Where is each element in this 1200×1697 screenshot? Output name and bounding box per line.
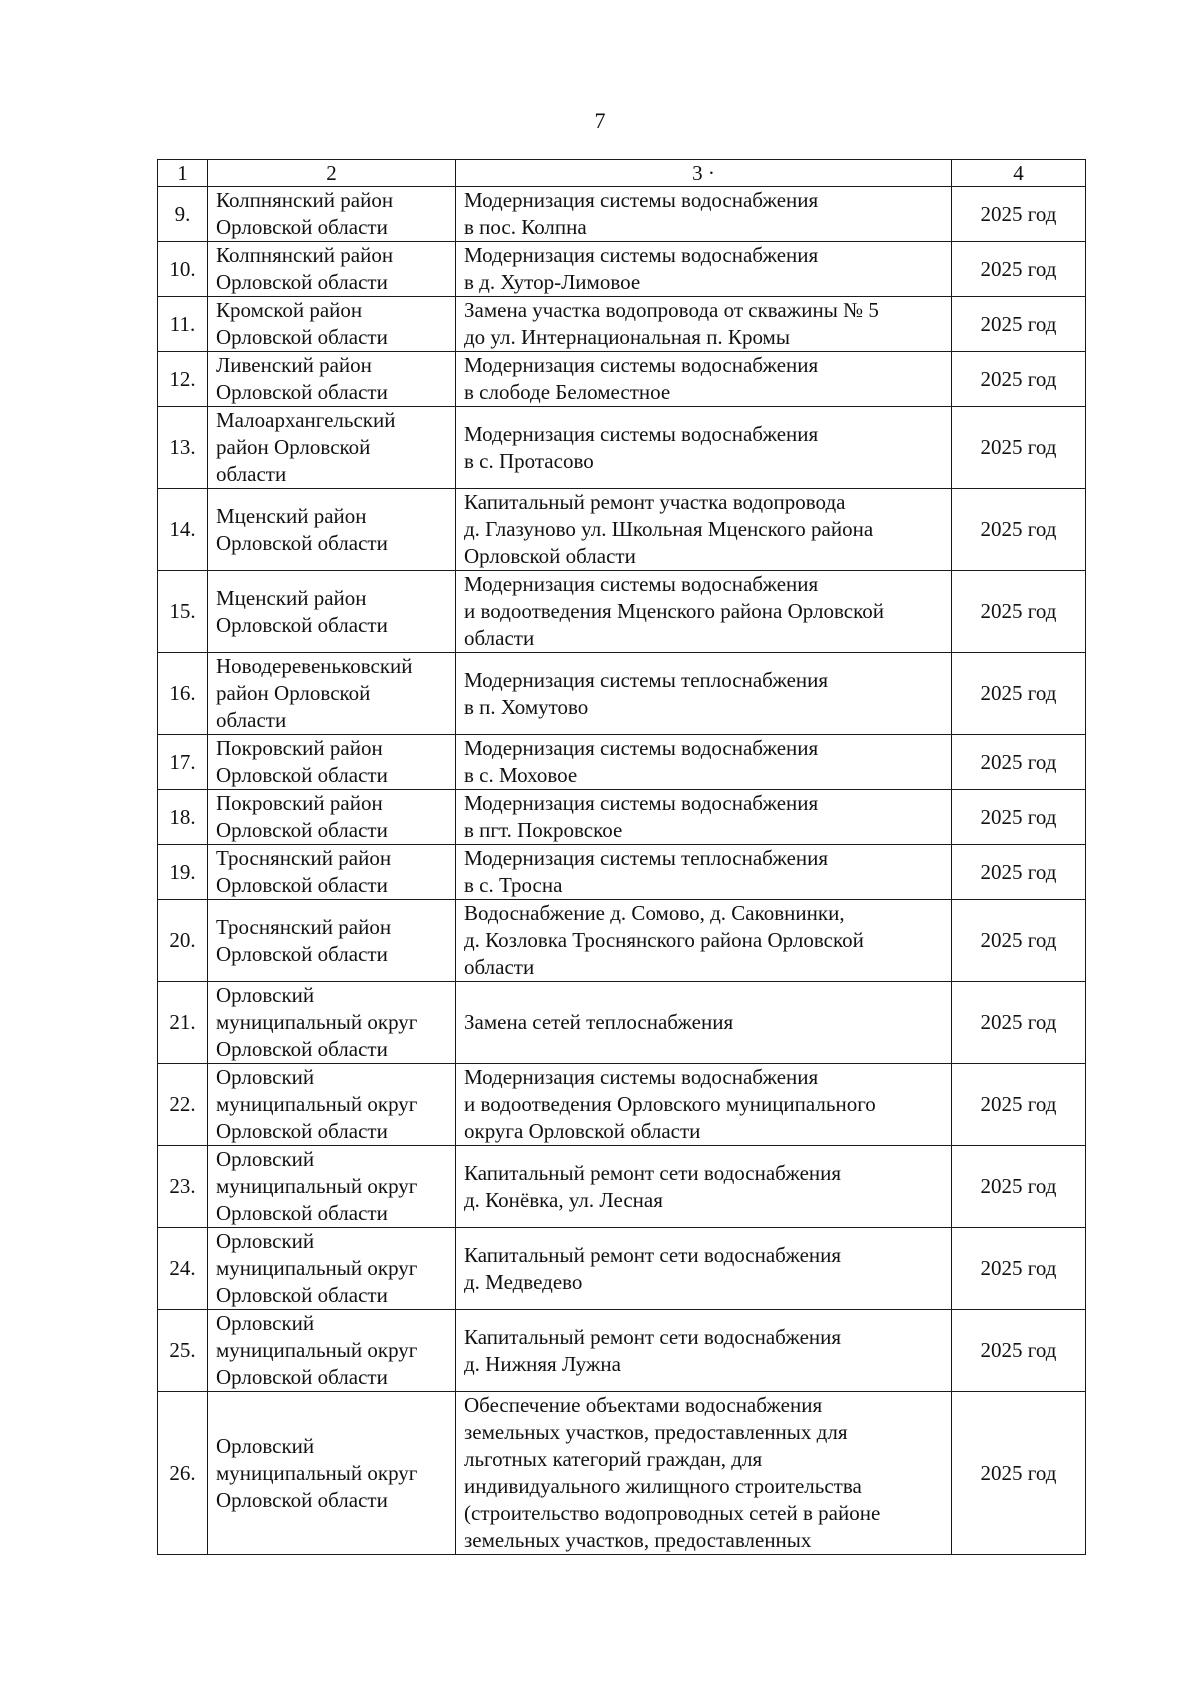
- row-number-cell: 11.: [158, 297, 208, 352]
- description-cell: Капитальный ремонт сети водоснабжения д. Нижняя Лужна: [456, 1310, 952, 1392]
- description-cell: Модернизация системы водоснабжения и водоотведения Орловского муниципального округа Орловской области: [456, 1064, 952, 1146]
- row-number-cell: 25.: [158, 1310, 208, 1392]
- period-cell: 2025 год: [952, 407, 1086, 489]
- column-header-2: 2: [208, 160, 456, 187]
- district-cell: Покровский район Орловской области: [208, 790, 456, 845]
- district-cell: Ливенский район Орловской области: [208, 352, 456, 407]
- table-row: [158, 1146, 1086, 1228]
- table-row: [158, 1392, 1086, 1555]
- page-number: 7: [594, 108, 606, 133]
- period-cell: 2025 год: [952, 187, 1086, 242]
- row-number-cell: 13.: [158, 407, 208, 489]
- district-cell: Орловский муниципальный округ Орловской области: [208, 982, 456, 1064]
- table-row: [158, 982, 1086, 1064]
- period-cell: 2025 год: [952, 982, 1086, 1064]
- column-header-1: 1: [158, 160, 208, 187]
- period-cell: 2025 год: [952, 735, 1086, 790]
- row-number-cell: 24.: [158, 1228, 208, 1310]
- period-cell: 2025 год: [952, 790, 1086, 845]
- description-cell: Обеспечение объектами водоснабжения земельных участков, предоставленных для льготных категорий граждан, для индивидуального жилищного строительства (строительство водопроводных сетей в районе земельных участков, предоставленных: [456, 1392, 952, 1555]
- row-number-cell: 10.: [158, 242, 208, 297]
- description-cell: Модернизация системы водоснабжения в пгт. Покровское: [456, 790, 952, 845]
- table-row: [158, 653, 1086, 735]
- column-header-3: 3 ·: [456, 160, 952, 187]
- row-number-cell: 17.: [158, 735, 208, 790]
- district-cell: Колпнянский район Орловской области: [208, 187, 456, 242]
- row-number-cell: 22.: [158, 1064, 208, 1146]
- description-cell: Модернизация системы водоснабжения в с. Протасово: [456, 407, 952, 489]
- district-cell: Мценский район Орловской области: [208, 571, 456, 653]
- period-cell: 2025 год: [952, 900, 1086, 982]
- column-number-row: [158, 160, 1086, 187]
- table-row: [158, 790, 1086, 845]
- table-row: [158, 297, 1086, 352]
- district-cell: Орловский муниципальный округ Орловской области: [208, 1392, 456, 1555]
- table-body: [158, 187, 1086, 1555]
- description-cell: Замена участка водопровода от скважины № 5 до ул. Интернациональная п. Кромы: [456, 297, 952, 352]
- district-cell: Троснянский район Орловской области: [208, 900, 456, 982]
- table-row: [158, 735, 1086, 790]
- district-cell: Новодеревеньковский район Орловской области: [208, 653, 456, 735]
- table-row: [158, 352, 1086, 407]
- period-cell: 2025 год: [952, 1392, 1086, 1555]
- period-cell: 2025 год: [952, 653, 1086, 735]
- table-row: [158, 407, 1086, 489]
- row-number-cell: 15.: [158, 571, 208, 653]
- description-cell: Модернизация системы теплоснабжения в с. Тросна: [456, 845, 952, 900]
- district-cell: Орловский муниципальный округ Орловской области: [208, 1146, 456, 1228]
- description-cell: Водоснабжение д. Сомово, д. Саковнинки, д. Козловка Троснянского района Орловской области: [456, 900, 952, 982]
- district-cell: Троснянский район Орловской области: [208, 845, 456, 900]
- district-cell: Кромской район Орловской области: [208, 297, 456, 352]
- row-number-cell: 12.: [158, 352, 208, 407]
- period-cell: 2025 год: [952, 1064, 1086, 1146]
- description-cell: Модернизация системы водоснабжения в слободе Беломестное: [456, 352, 952, 407]
- row-number-cell: 20.: [158, 900, 208, 982]
- table-row: [158, 187, 1086, 242]
- period-cell: 2025 год: [952, 845, 1086, 900]
- table-row: [158, 489, 1086, 571]
- district-cell: Покровский район Орловской области: [208, 735, 456, 790]
- table-row: [158, 571, 1086, 653]
- district-cell: Малоархангельский район Орловской области: [208, 407, 456, 489]
- period-cell: 2025 год: [952, 571, 1086, 653]
- row-number-cell: 16.: [158, 653, 208, 735]
- row-number-cell: 14.: [158, 489, 208, 571]
- row-number-cell: 9.: [158, 187, 208, 242]
- description-cell: Капитальный ремонт сети водоснабжения д. Конёвка, ул. Лесная: [456, 1146, 952, 1228]
- description-cell: Капитальный ремонт сети водоснабжения д. Медведево: [456, 1228, 952, 1310]
- row-number-cell: 19.: [158, 845, 208, 900]
- table-row: [158, 242, 1086, 297]
- district-cell: Орловский муниципальный округ Орловской области: [208, 1064, 456, 1146]
- row-number-cell: 26.: [158, 1392, 208, 1555]
- description-cell: Капитальный ремонт участка водопровода д. Глазуново ул. Школьная Мценского района Орловской области: [456, 489, 952, 571]
- district-cell: Колпнянский район Орловской области: [208, 242, 456, 297]
- period-cell: 2025 год: [952, 242, 1086, 297]
- description-cell: Модернизация системы теплоснабжения в п. Хомутово: [456, 653, 952, 735]
- column-header-4: 4: [952, 160, 1086, 187]
- district-cell: Орловский муниципальный округ Орловской области: [208, 1310, 456, 1392]
- description-cell: Модернизация системы водоснабжения в с. Моховое: [456, 735, 952, 790]
- description-cell: Замена сетей теплоснабжения: [456, 982, 952, 1064]
- table-row: [158, 845, 1086, 900]
- period-cell: 2025 год: [952, 352, 1086, 407]
- district-cell: Мценский район Орловской области: [208, 489, 456, 571]
- district-cell: Орловский муниципальный округ Орловской области: [208, 1228, 456, 1310]
- period-cell: 2025 год: [952, 1146, 1086, 1228]
- period-cell: 2025 год: [952, 1228, 1086, 1310]
- description-cell: Модернизация системы водоснабжения в пос. Колпна: [456, 187, 952, 242]
- projects-table: [157, 159, 1086, 1555]
- period-cell: 2025 год: [952, 297, 1086, 352]
- table-row: [158, 1228, 1086, 1310]
- description-cell: Модернизация системы водоснабжения в д. Хутор-Лимовое: [456, 242, 952, 297]
- table-row: [158, 900, 1086, 982]
- table-row: [158, 1310, 1086, 1392]
- period-cell: 2025 год: [952, 489, 1086, 571]
- row-number-cell: 21.: [158, 982, 208, 1064]
- row-number-cell: 18.: [158, 790, 208, 845]
- table-row: [158, 1064, 1086, 1146]
- period-cell: 2025 год: [952, 1310, 1086, 1392]
- description-cell: Модернизация системы водоснабжения и водоотведения Мценского района Орловской области: [456, 571, 952, 653]
- row-number-cell: 23.: [158, 1146, 208, 1228]
